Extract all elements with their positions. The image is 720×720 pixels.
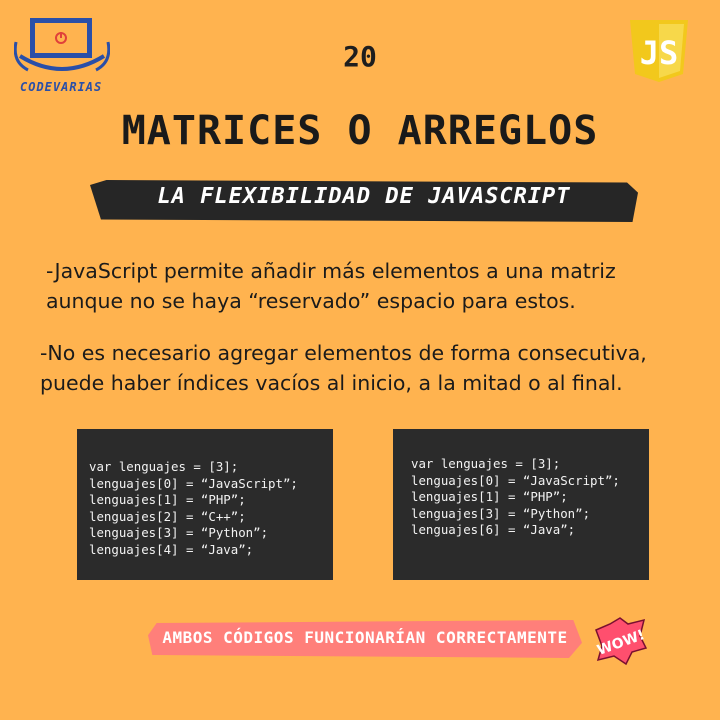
code-line: lenguajes[4] = “Java”; — [89, 541, 254, 557]
javascript-logo-icon — [628, 18, 690, 84]
paragraph-1: -JavaScript permite añadir más elementos a una matriz aunque no se haya “reservado” espacio para estos. — [46, 259, 616, 313]
footer-text: AMBOS CÓDIGOS FUNCIONARÍAN CORRECTAMENTE — [162, 628, 568, 647]
code-line: lenguajes[3] = “Python”; — [411, 505, 591, 521]
page-number: 20 — [343, 40, 377, 73]
code-line: lenguajes[1] = “PHP”; — [411, 489, 568, 504]
paragraph-2: -No es necesario agregar elementos de forma consecutiva, puede haber índices vacíos al inicio, a la mitad o al final. — [40, 341, 647, 395]
subtitle: LA FLEXIBILIDAD DE JAVASCRIPT — [157, 184, 571, 209]
code-line: lenguajes[3] = “Python”; — [89, 525, 269, 540]
code-block-left — [77, 429, 333, 580]
code-line: lenguajes[0] = “JavaScript”; — [89, 475, 298, 491]
code-line: lenguajes[1] = “PHP”; — [89, 492, 246, 507]
wow-text: WOW! — [595, 627, 647, 659]
code-line: lenguajes[6] = “Java”; — [411, 522, 576, 537]
code-line: lenguajes[2] = “C++”; — [89, 508, 246, 524]
page-title: MATRICES O ARREGLOS — [121, 108, 599, 154]
code-block-right — [393, 429, 649, 580]
code-line: var lenguajes = [3]; — [89, 459, 239, 474]
code-line: var lenguajes = [3]; — [411, 456, 561, 471]
js-badge-text: JS — [639, 34, 679, 72]
code-line: lenguajes[0] = “JavaScript”; — [411, 472, 620, 488]
brand-logo-text: CODEVARIAS — [20, 80, 103, 94]
wow-sticker-icon — [592, 616, 648, 666]
